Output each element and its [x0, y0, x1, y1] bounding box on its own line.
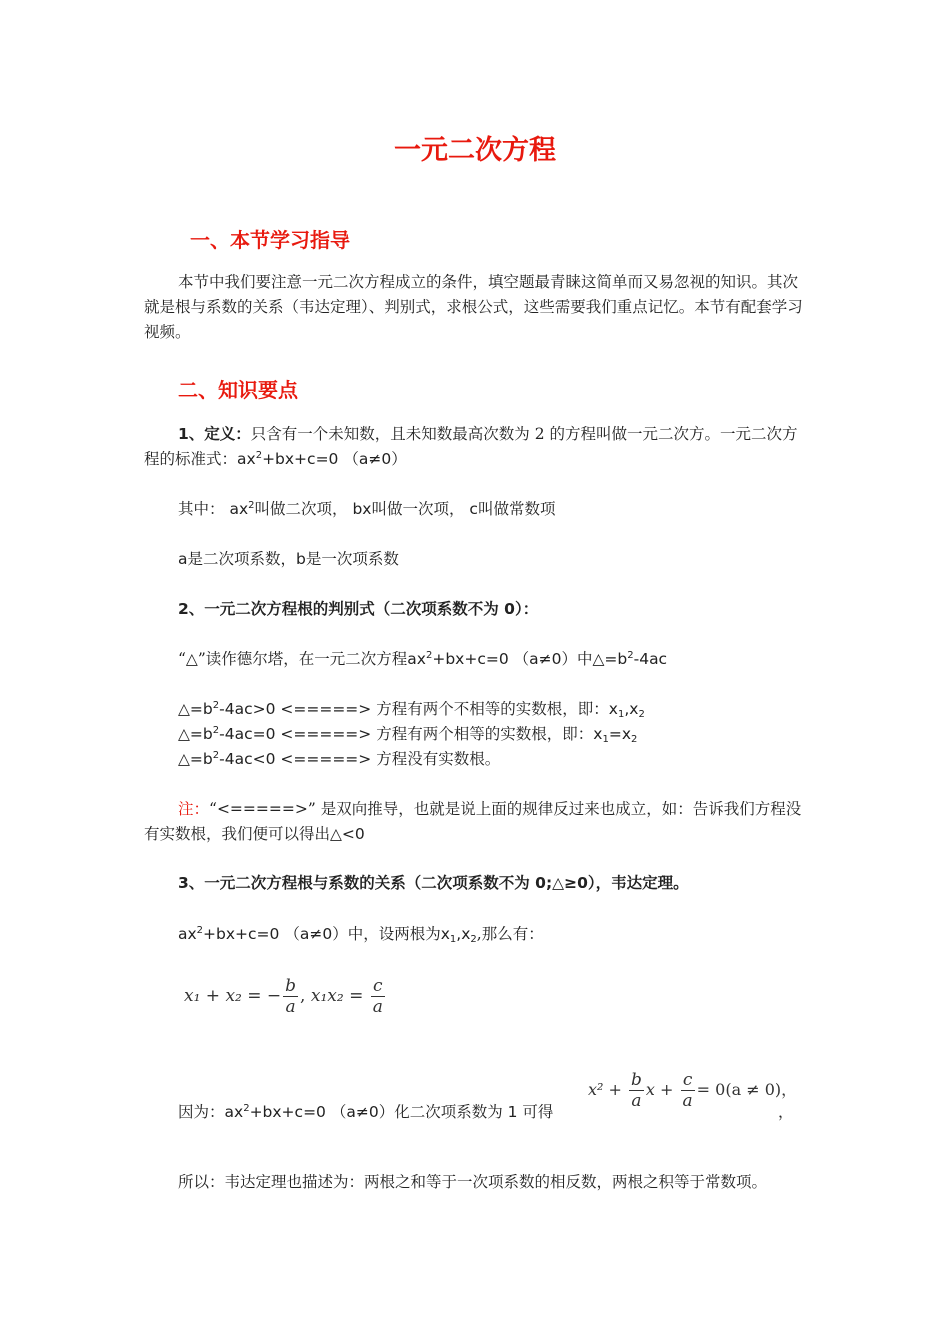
- conclusion-line: 所以：韦达定理也描述为：两根之和等于一次项系数的相反数，两根之积等于常数项。: [178, 1173, 768, 1191]
- section-heading-key-points: 二、知识要点: [178, 378, 298, 402]
- delta-intro: “△”读作德尔塔，在一元二次方程$ax^2+bx+c=0$ （a≠0）中$\triangle=b^2-4ac$: [178, 650, 668, 668]
- because-tail: ，: [778, 1103, 794, 1121]
- page-title: 一元二次方程: [394, 135, 556, 166]
- standard-form-condition: （a≠0）: [343, 450, 407, 468]
- linear-term: bx: [352, 500, 372, 518]
- because-line: 因为：$ax^2+bx+c=0$ （a≠0）化二次项系数为 1 可得: [178, 1103, 554, 1121]
- guidance-paragraph: 本节中我们要注意一元二次方程成立的条件，填空题最青睐这简单而又易忽视的知识。其次就是根与系数的关系（韦达定理）、判别式，求根公式，这些需要我们重点记忆。本节有配套学习视频。: [144, 273, 803, 341]
- discriminant-heading: 2、一元二次方程根的判别式（二次项系数不为 0）：: [178, 600, 539, 618]
- note-paragraph: 注：“<=====>” 是双向推导，也就是说上面的规律反过来也成立，如：告诉我们方程没有实数根，我们便可以得出△<0: [144, 800, 802, 843]
- terms-line: 其中： $ax^2$叫做二次项， bx叫做一次项， c叫做常数项: [178, 500, 556, 518]
- definition-paragraph: [144, 422, 809, 472]
- definition-text: 只含有一个未知数，且未知数最高次数为 2 的方程叫做一元二次方。一元二次方程的标准式：: [144, 425, 798, 468]
- coefficients-line: a是二次项系数，b是一次项系数: [178, 550, 399, 568]
- definition-label: 1、定义：: [178, 425, 251, 443]
- quadratic-term-desc: 叫做二次项，: [254, 500, 348, 518]
- vieta-intro: $ax^2+bx+c=0$ （a≠0）中，设两根为$x_1,x_2$,那么有：: [178, 925, 544, 945]
- quadratic-term: $ax^2$: [229, 500, 255, 518]
- discriminant-case-zero: $\triangle=b^2-4ac=0$ <=====> 方程有两个相等的实数根，即：$x_1=x_2$: [178, 725, 638, 745]
- linear-term-desc: 叫做一次项，: [371, 500, 465, 518]
- vieta-heading: 3、一元二次方程根与系数的关系（二次项系数不为 0;△≥0），韦达定理。: [178, 874, 689, 892]
- constant-term: c: [469, 500, 478, 518]
- constant-term-desc: 叫做常数项: [477, 500, 556, 518]
- normalized-equation-formula: x² + $\frac{b}{a}$ x + $\frac{c}{a}$ = 0(a ≠ 0)，: [588, 1070, 798, 1111]
- discriminant-case-positive: $\triangle=b^2-4ac>0$ <=====> 方程有两个不相等的实数根，即：$x_1,x_2$: [178, 700, 645, 720]
- discriminant-case-negative: $\triangle=b^2-4ac<0$ <=====> 方程没有实数根。: [178, 750, 501, 768]
- note-label: 注：: [178, 800, 210, 818]
- section-heading-guidance: 一、本节学习指导: [190, 228, 350, 252]
- standard-form: $ax^2+bx+c=0$: [237, 450, 339, 468]
- vieta-formula: x₁ + x₂ = − $\frac{b}{a}$ , x₁x₂ = $\frac{c}{a}$: [184, 976, 383, 1017]
